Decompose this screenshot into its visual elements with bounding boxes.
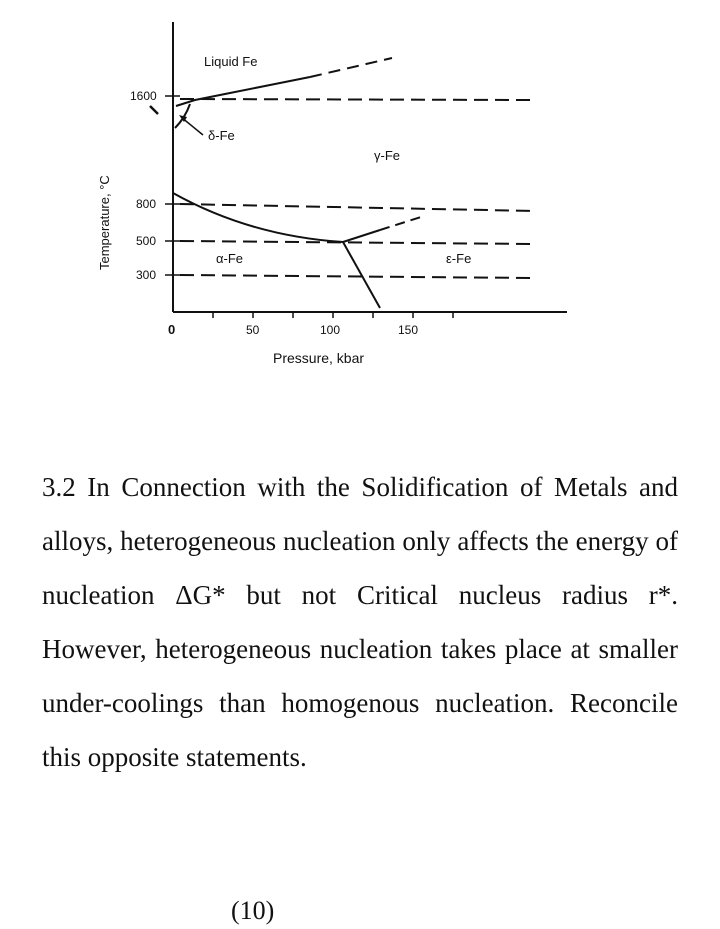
liquidus-extension <box>310 58 392 77</box>
phase-label-gamma: γ-Fe <box>374 148 400 163</box>
isotherm-800 <box>180 204 536 211</box>
isotherm-1600 <box>180 99 530 100</box>
y-axis-label: Temperature, °C <box>97 175 112 270</box>
phase-label-alpha: α-Fe <box>216 251 244 266</box>
isotherm-500 <box>180 241 532 244</box>
y-tick-label: 300 <box>136 268 157 282</box>
x-tick-label: 150 <box>398 323 419 337</box>
x-axis-label: Pressure, kbar <box>273 350 365 366</box>
phase-label-delta: δ-Fe <box>208 128 235 143</box>
phase-label-epsilon: ε-Fe <box>446 251 472 266</box>
gamma-epsilon-boundary <box>343 230 380 242</box>
marks-label: (10) <box>231 896 275 925</box>
x-tick-label: 100 <box>320 323 341 337</box>
x-tick-label: 50 <box>246 323 260 337</box>
question-text: 3.2 In Connection with the Solidification of Metals and alloys, heterogeneous nucleation only affects the energy of nucleation ΔG* but not Critical nucleus radius r*. However, heterogeneous nucleation takes place at smaller under-coolings than homogenous nucleation. Reconcile this opposite statements. <box>42 472 678 772</box>
alpha-epsilon-boundary <box>343 242 380 308</box>
x-tick-label: 0 <box>168 322 176 337</box>
isotherm-300 <box>180 275 532 278</box>
liquidus-line <box>176 77 310 106</box>
iron-phase-diagram <box>0 0 720 380</box>
phase-label-liquid: Liquid Fe <box>204 54 258 69</box>
y-tick-label: 500 <box>136 234 157 248</box>
y-tick-label: 1600 <box>130 89 157 103</box>
y-tick-label: 800 <box>136 197 157 211</box>
alpha-gamma-boundary <box>173 193 343 242</box>
